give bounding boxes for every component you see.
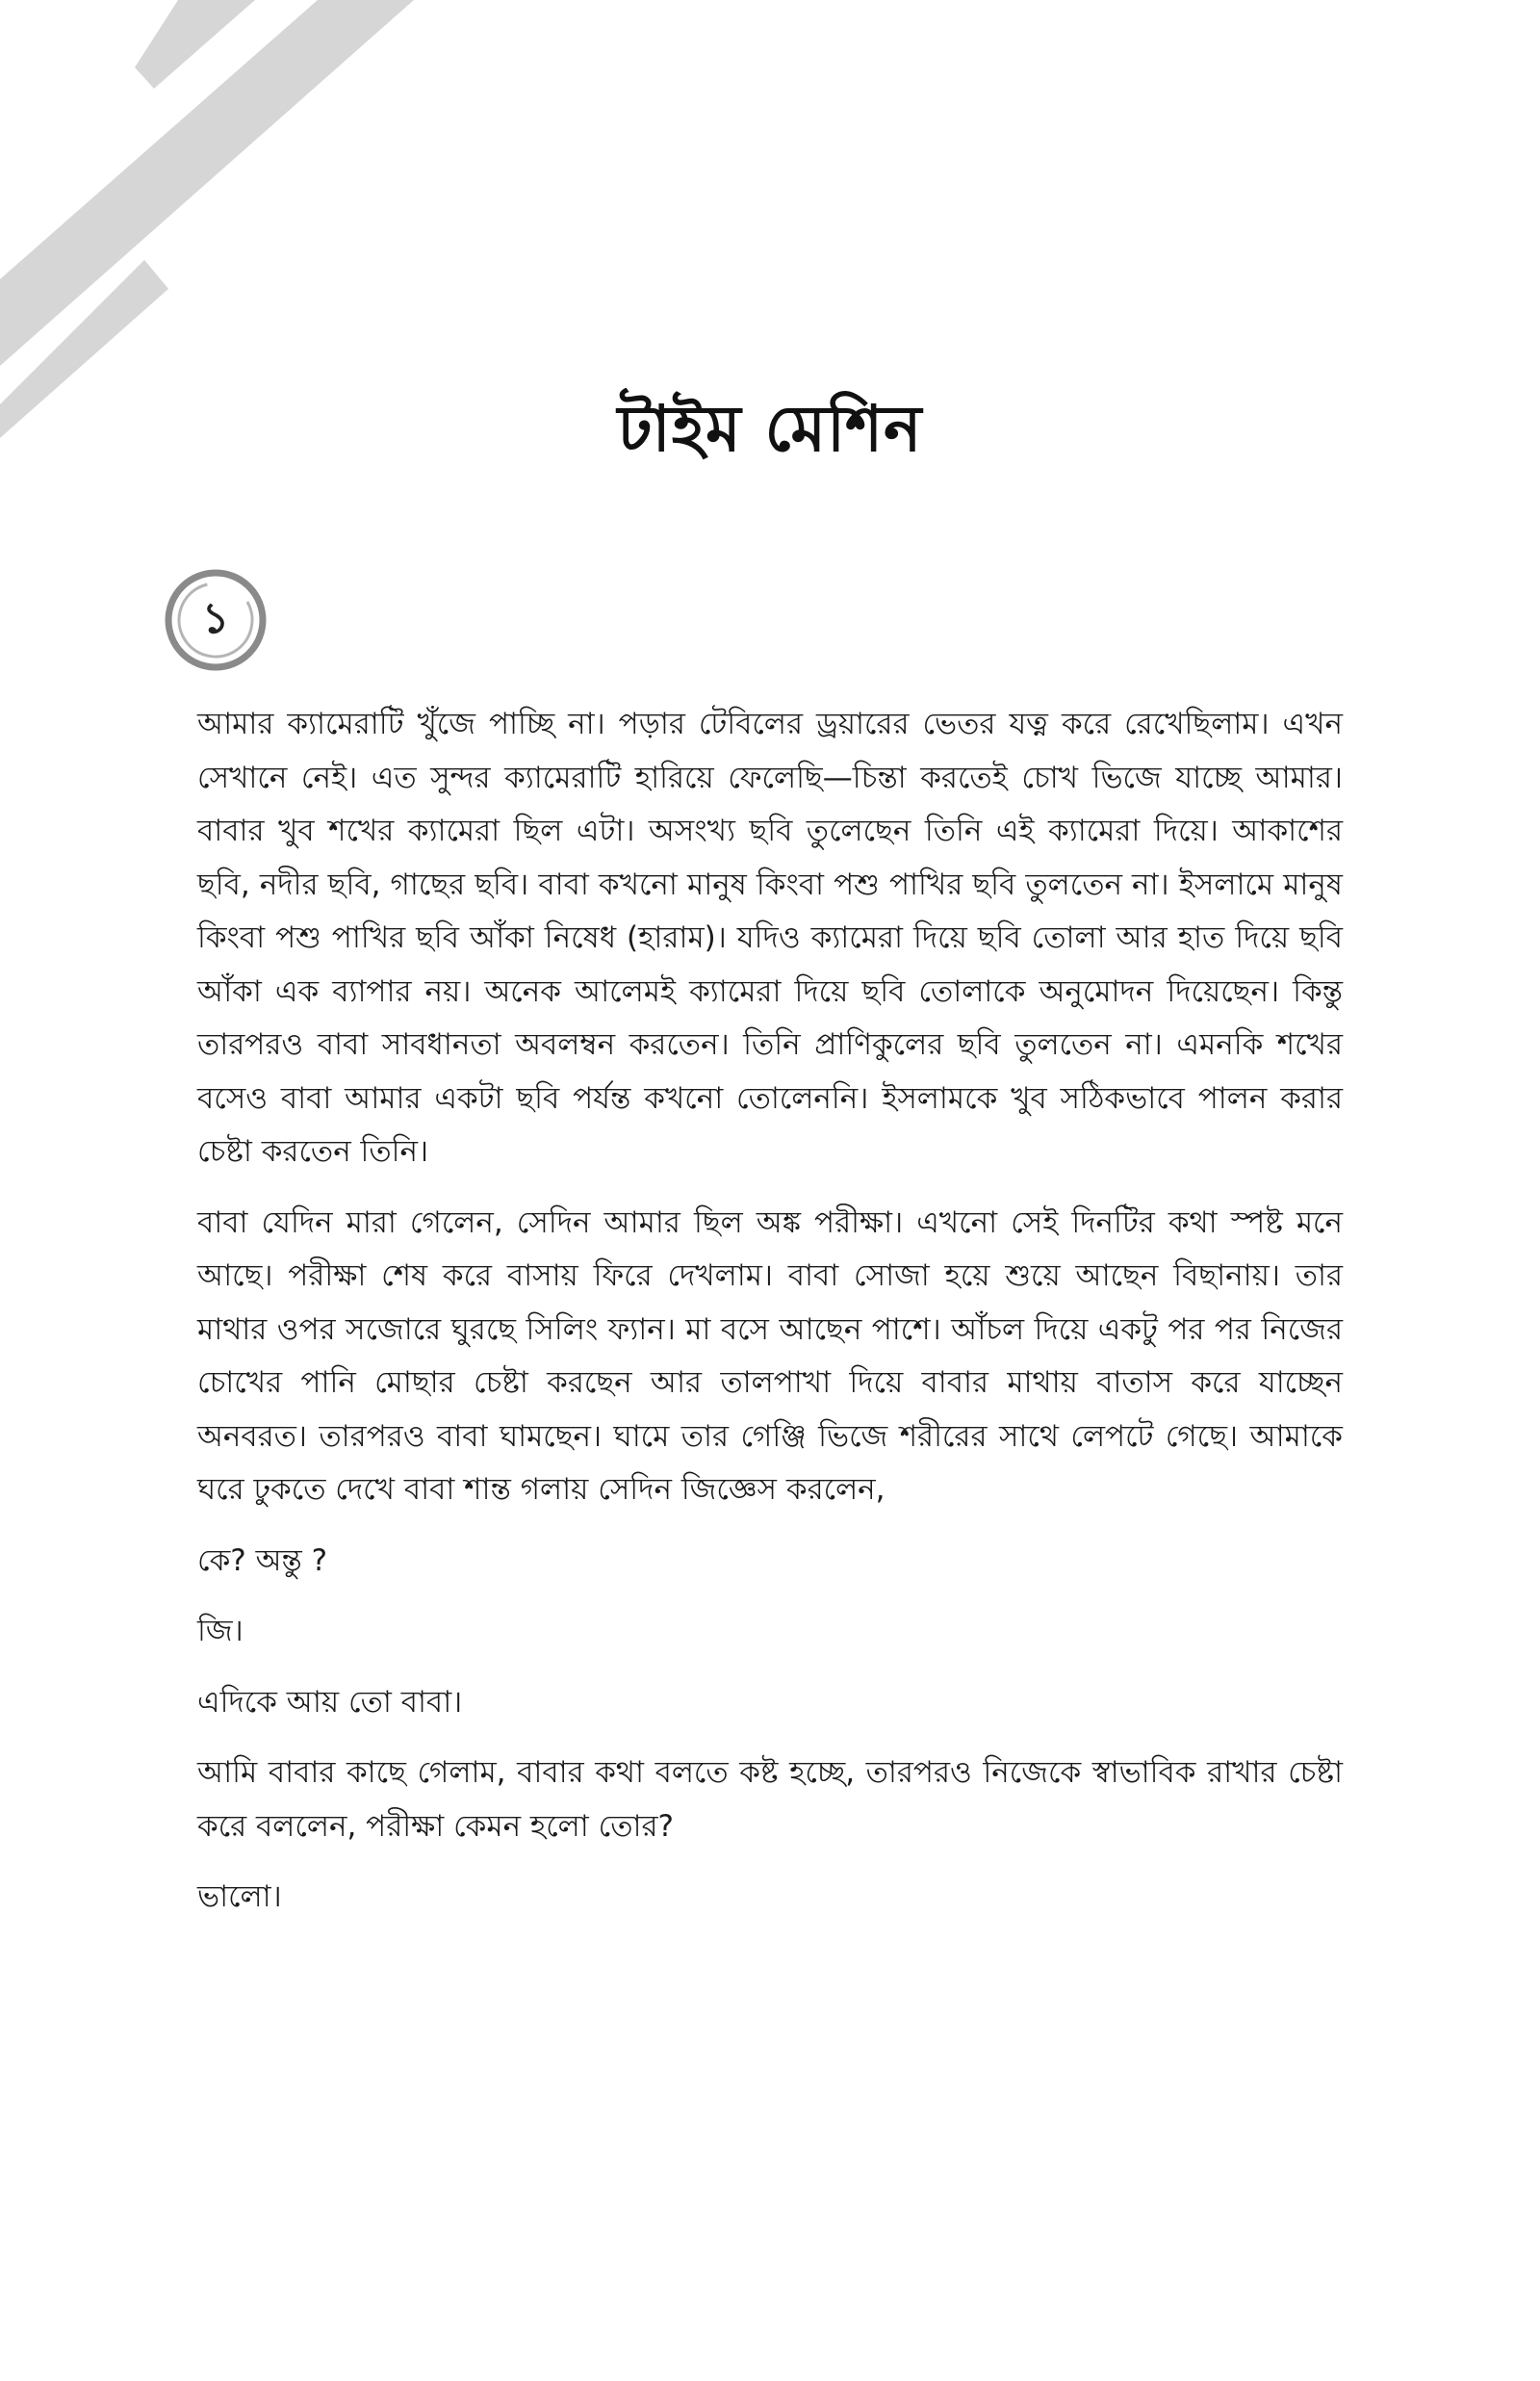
paragraph-camera: আমার ক্যামেরাটি খুঁজে পাচ্ছি না। পড়ার টেবিলের ড্রয়ারের ভেতর যত্ন করে রেখেছিলাম। এখন সেখানে নেই। এত সুন্দর ক্যামেরাটি হারিয়ে ফেলেছি—চিন্তা করতেই চোখ ভিজে যাচ্ছে আমার। বাবার খুব শখের ক্যামেরা ছিল এটা। অসংখ্য ছবি তুলেছেন তিনি এই ক্যামেরা দিয়ে। আকাশের ছবি, নদীর ছবি, গাছের ছবি। বাবা কখনো মানুষ কিংবা পশু পাখির ছবি তুলতেন না। ইসলামে মানুষ কিংবা পশু পাখির ছবি আঁকা নিষেধ (হারাম)। যদিও ক্যামেরা দিয়ে ছবি তোলা আর হাত দিয়ে ছবি আঁকা এক ব্যাপার নয়। অনেক আলেমই ক্যামেরা দিয়ে ছবি তোলাকে অনুমোদন দিয়েছেন। কিন্তু তারপরও বাবা সাবধানতা অবলম্বন করতেন। তিনি প্রাণিকুলের ছবি তুলতেন না। এমনকি শখের বসেও বাবা আমার একটা ছবি পর্যন্ত কখনো তোলেননি। ইসলামকে খুব সঠিকভাবে পালন করার চেষ্টা করতেন তিনি। [197, 707, 1343, 1169]
chapter-number-badge [164, 568, 268, 672]
paragraph-conversation: আমি বাবার কাছে গেলাম, বাবার কথা বলতে কষ্ট হচ্ছে, তারপরও নিজেকে স্বাভাবিক রাখার চেষ্টা করে বললেন, পরীক্ষা কেমন হলো তোর? [197, 1755, 1343, 1844]
paragraph-father-death: বাবা যেদিন মারা গেলেন, সেদিন আমার ছিল অঙ্ক পরীক্ষা। এখনো সেই দিনটির কথা স্পষ্ট মনে আছে। পরীক্ষা শেষ করে বাসায় ফিরে দেখলাম। বাবা সোজা হয়ে শুয়ে আছেন বিছানায়। তার মাথার ওপর সজোরে ঘুরছে সিলিং ফ্যান। মা বসে আছেন পাশে। আঁচল দিয়ে একটু পর পর নিজের চোখের পানি মোছার চেষ্টা করছেন আর তালপাখা দিয়ে বাবার মাথায় বাতাস করে যাচ্ছেন অনবরত। তারপরও বাবা ঘামছেন। ঘামে তার গেঞ্জি ভিজে শরীরের সাথে লেপটে গেছে। আমাকে ঘরে ঢুকতে দেখে বাবা শান্ত গলায় সেদিন জিজ্ঞেস করলেন, [197, 1204, 1343, 1507]
dialogue-line: জি। [197, 1614, 244, 1648]
dialogue-line: ভালো। [197, 1879, 282, 1914]
dialogue-line: এদিকে আয় তো বাবা। [197, 1684, 463, 1720]
chapter-number: ১ [201, 594, 230, 643]
dialogue-line: কে? অন্তু ? [197, 1542, 328, 1578]
chapter-title: টাইম মেশিন [617, 392, 923, 466]
decor-stripe-main [0, 0, 414, 366]
chapter-body [197, 698, 1343, 1942]
